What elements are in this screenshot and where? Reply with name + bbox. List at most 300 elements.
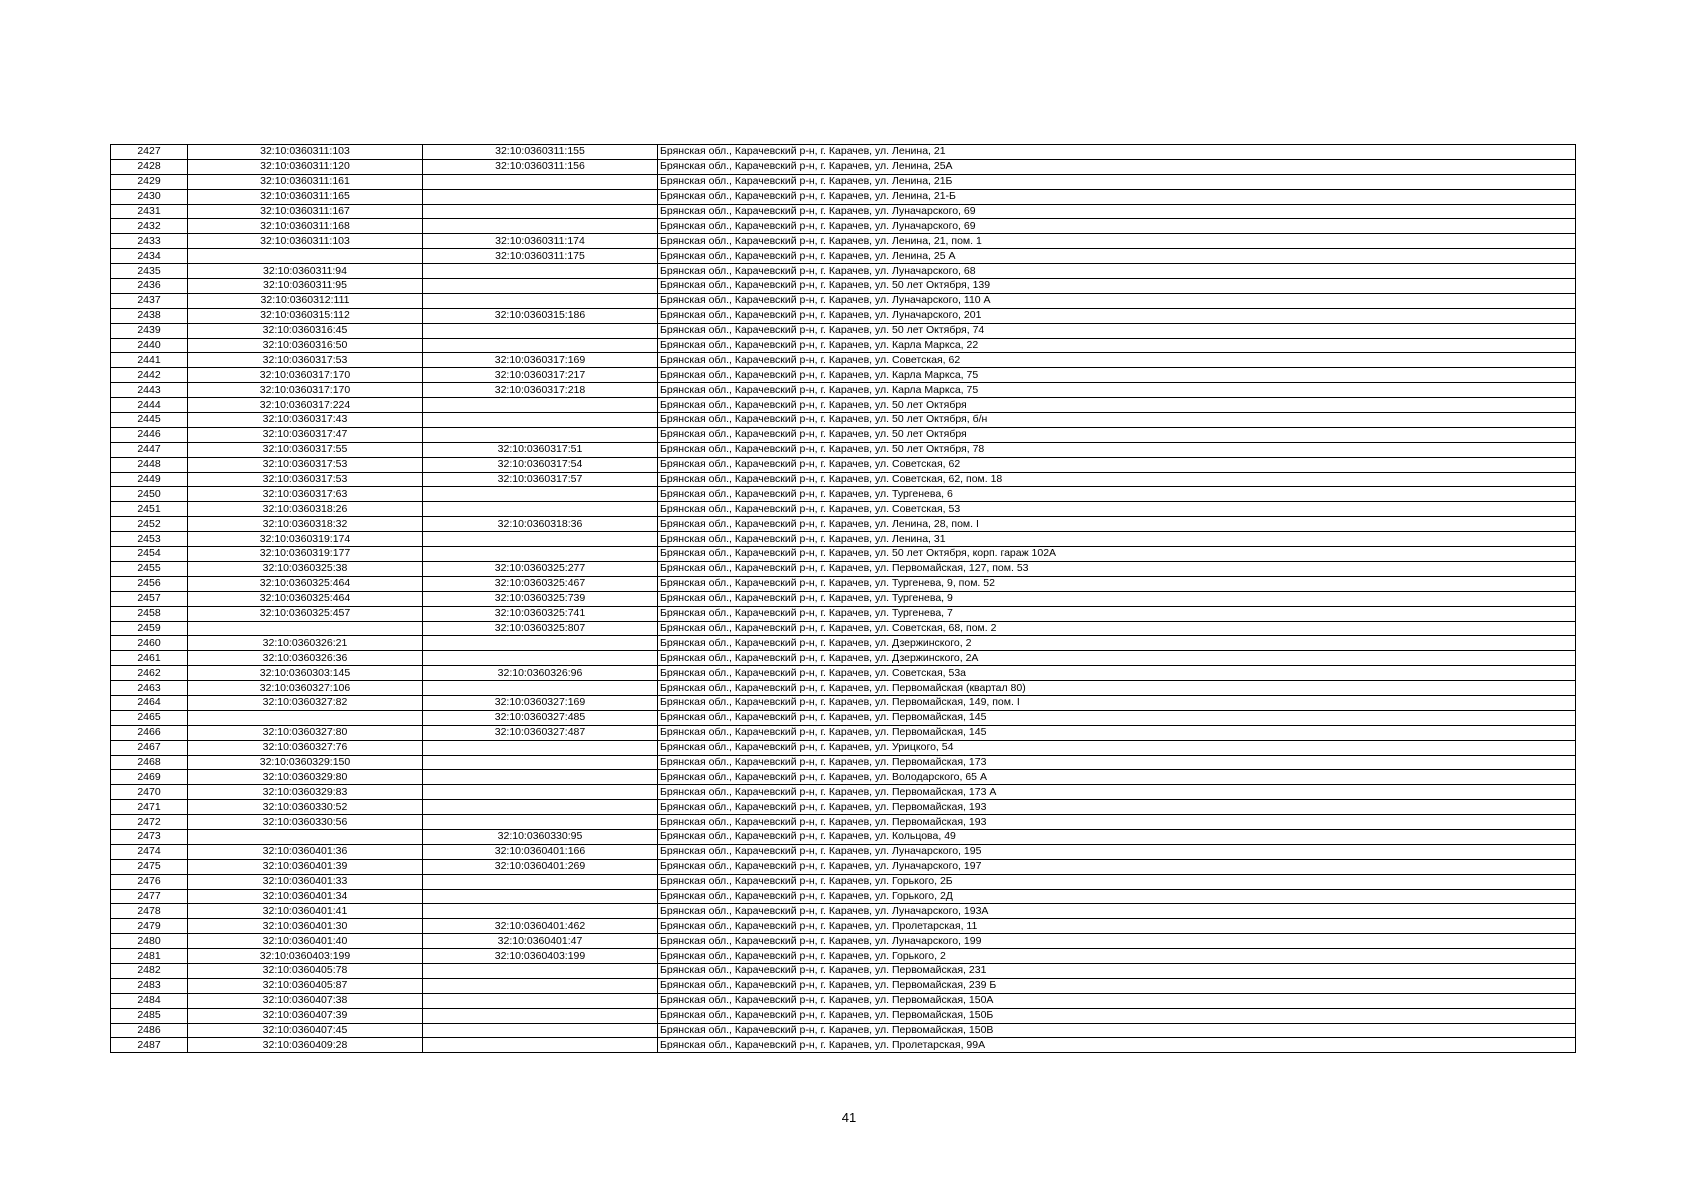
row-number-cell: 2474 [111, 844, 188, 859]
table-row [111, 517, 1576, 532]
related-cadastral-number-cell: 32:10:0360326:96 [423, 666, 658, 681]
cadastral-number-cell: 32:10:0360303:145 [188, 666, 423, 681]
cadastral-number-cell: 32:10:0360311:161 [188, 174, 423, 189]
cadastral-number-cell [188, 710, 423, 725]
address-cell: Брянская обл., Карачевский р-н, г. Карачев, ул. Первомайская, 231 [658, 963, 1576, 978]
related-cadastral-number-cell: 32:10:0360317:57 [423, 472, 658, 487]
related-cadastral-number-cell [423, 338, 658, 353]
related-cadastral-number-cell [423, 279, 658, 294]
related-cadastral-number-cell [423, 978, 658, 993]
address-cell: Брянская обл., Карачевский р-н, г. Карачев, ул. Карла Маркса, 75 [658, 368, 1576, 383]
table-row [111, 919, 1576, 934]
row-number-cell: 2460 [111, 636, 188, 651]
address-cell: Брянская обл., Карачевский р-н, г. Карачев, ул. Луначарского, 199 [658, 934, 1576, 949]
related-cadastral-number-cell [423, 547, 658, 562]
table-row [111, 710, 1576, 725]
cadastral-number-cell: 32:10:0360401:39 [188, 859, 423, 874]
cadastral-number-cell: 32:10:0360329:150 [188, 755, 423, 770]
row-number-cell: 2459 [111, 621, 188, 636]
cadastral-number-cell: 32:10:0360401:34 [188, 889, 423, 904]
related-cadastral-number-cell [423, 189, 658, 204]
cadastral-number-cell [188, 249, 423, 264]
related-cadastral-number-cell: 32:10:0360317:217 [423, 368, 658, 383]
cadastral-number-cell: 32:10:0360311:94 [188, 264, 423, 279]
related-cadastral-number-cell: 32:10:0360325:807 [423, 621, 658, 636]
address-cell: Брянская обл., Карачевский р-н, г. Карачев, ул. Луначарского, 193А [658, 904, 1576, 919]
table-row [111, 249, 1576, 264]
row-number-cell: 2471 [111, 800, 188, 815]
address-cell: Брянская обл., Карачевский р-н, г. Карачев, ул. Пролетарская, 99А [658, 1038, 1576, 1053]
table-row [111, 338, 1576, 353]
address-cell: Брянская обл., Карачевский р-н, г. Карачев, ул. Первомайская, 173 А [658, 785, 1576, 800]
related-cadastral-number-cell [423, 502, 658, 517]
row-number-cell: 2456 [111, 576, 188, 591]
related-cadastral-number-cell [423, 963, 658, 978]
related-cadastral-number-cell [423, 427, 658, 442]
table-row [111, 234, 1576, 249]
row-number-cell: 2431 [111, 204, 188, 219]
related-cadastral-number-cell [423, 815, 658, 830]
related-cadastral-number-cell: 32:10:0360325:741 [423, 606, 658, 621]
related-cadastral-number-cell [423, 651, 658, 666]
cadastral-number-cell: 32:10:0360317:47 [188, 427, 423, 442]
address-cell: Брянская обл., Карачевский р-н, г. Карачев, ул. 50 лет Октября [658, 398, 1576, 413]
row-number-cell: 2485 [111, 1008, 188, 1023]
related-cadastral-number-cell [423, 323, 658, 338]
related-cadastral-number-cell [423, 174, 658, 189]
cadastral-number-cell: 32:10:0360311:103 [188, 145, 423, 160]
table-row [111, 576, 1576, 591]
address-cell: Брянская обл., Карачевский р-н, г. Карачев, ул. Первомайская, 149, пом. I [658, 695, 1576, 710]
related-cadastral-number-cell [423, 993, 658, 1008]
table-row [111, 189, 1576, 204]
row-number-cell: 2479 [111, 919, 188, 934]
address-cell: Брянская обл., Карачевский р-н, г. Карачев, ул. Луначарского, 69 [658, 204, 1576, 219]
cadastral-number-cell: 32:10:0360311:120 [188, 159, 423, 174]
table-row [111, 398, 1576, 413]
table-row [111, 829, 1576, 844]
row-number-cell: 2476 [111, 874, 188, 889]
cadastral-number-cell: 32:10:0360330:56 [188, 815, 423, 830]
table-row [111, 859, 1576, 874]
address-cell: Брянская обл., Карачевский р-н, г. Карачев, ул. Ленина, 21 [658, 145, 1576, 160]
related-cadastral-number-cell: 32:10:0360325:467 [423, 576, 658, 591]
table-row [111, 308, 1576, 323]
address-cell: Брянская обл., Карачевский р-н, г. Карачев, ул. 50 лет Октября [658, 427, 1576, 442]
row-number-cell: 2448 [111, 457, 188, 472]
related-cadastral-number-cell [423, 413, 658, 428]
row-number-cell: 2444 [111, 398, 188, 413]
row-number-cell: 2470 [111, 785, 188, 800]
table-row [111, 293, 1576, 308]
cadastral-number-cell: 32:10:0360316:50 [188, 338, 423, 353]
table-row [111, 502, 1576, 517]
cadastral-number-cell: 32:10:0360407:45 [188, 1023, 423, 1038]
cadastral-number-cell: 32:10:0360311:168 [188, 219, 423, 234]
table-row [111, 487, 1576, 502]
address-cell: Брянская обл., Карачевский р-н, г. Карачев, ул. Ленина, 25 А [658, 249, 1576, 264]
address-cell: Брянская обл., Карачевский р-н, г. Карачев, ул. Горького, 2 [658, 949, 1576, 964]
address-cell: Брянская обл., Карачевский р-н, г. Карачев, ул. Первомайская, 173 [658, 755, 1576, 770]
related-cadastral-number-cell [423, 1008, 658, 1023]
table-row [111, 561, 1576, 576]
related-cadastral-number-cell: 32:10:0360330:95 [423, 829, 658, 844]
related-cadastral-number-cell [423, 874, 658, 889]
address-cell: Брянская обл., Карачевский р-н, г. Карачев, ул. Первомайская, 127, пом. 53 [658, 561, 1576, 576]
table-row [111, 323, 1576, 338]
cadastral-number-cell: 32:10:0360330:52 [188, 800, 423, 815]
cadastral-number-cell: 32:10:0360319:177 [188, 547, 423, 562]
table-row [111, 651, 1576, 666]
row-number-cell: 2461 [111, 651, 188, 666]
row-number-cell: 2454 [111, 547, 188, 562]
cadastral-number-cell: 32:10:0360312:111 [188, 293, 423, 308]
related-cadastral-number-cell: 32:10:0360403:199 [423, 949, 658, 964]
address-cell: Брянская обл., Карачевский р-н, г. Карачев, ул. Пролетарская, 11 [658, 919, 1576, 934]
address-cell: Брянская обл., Карачевский р-н, г. Карачев, ул. Ленина, 25А [658, 159, 1576, 174]
cadastral-number-cell: 32:10:0360325:464 [188, 576, 423, 591]
address-cell: Брянская обл., Карачевский р-н, г. Карачев, ул. Ленина, 21-Б [658, 189, 1576, 204]
row-number-cell: 2450 [111, 487, 188, 502]
cadastral-number-cell: 32:10:0360401:36 [188, 844, 423, 859]
related-cadastral-number-cell [423, 740, 658, 755]
row-number-cell: 2427 [111, 145, 188, 160]
cadastral-number-cell: 32:10:0360317:170 [188, 383, 423, 398]
address-cell: Брянская обл., Карачевский р-н, г. Карачев, ул. Луначарского, 197 [658, 859, 1576, 874]
table-row [111, 532, 1576, 547]
related-cadastral-number-cell [423, 204, 658, 219]
table-row [111, 353, 1576, 368]
address-cell: Брянская обл., Карачевский р-н, г. Карачев, ул. Советская, 62 [658, 353, 1576, 368]
address-cell: Брянская обл., Карачевский р-н, г. Карачев, ул. Луначарского, 201 [658, 308, 1576, 323]
address-cell: Брянская обл., Карачевский р-н, г. Карачев, ул. Первомайская, 150Б [658, 1008, 1576, 1023]
address-cell: Брянская обл., Карачевский р-н, г. Карачев, ул. Горького, 2Б [658, 874, 1576, 889]
related-cadastral-number-cell: 32:10:0360311:155 [423, 145, 658, 160]
address-cell: Брянская обл., Карачевский р-н, г. Карачев, ул. Советская, 68, пом. 2 [658, 621, 1576, 636]
address-cell: Брянская обл., Карачевский р-н, г. Карачев, ул. Первомайская, 145 [658, 725, 1576, 740]
table-row [111, 740, 1576, 755]
address-cell: Брянская обл., Карачевский р-н, г. Карачев, ул. Первомайская, 150А [658, 993, 1576, 1008]
cadastral-number-cell: 32:10:0360311:95 [188, 279, 423, 294]
related-cadastral-number-cell [423, 889, 658, 904]
table-row [111, 606, 1576, 621]
table-row [111, 1038, 1576, 1053]
cadastral-number-cell: 32:10:0360316:45 [188, 323, 423, 338]
address-cell: Брянская обл., Карачевский р-н, г. Карачев, ул. 50 лет Октября, 78 [658, 442, 1576, 457]
row-number-cell: 2434 [111, 249, 188, 264]
table-row [111, 725, 1576, 740]
row-number-cell: 2465 [111, 710, 188, 725]
table-row [111, 949, 1576, 964]
cadastral-number-cell: 32:10:0360317:53 [188, 472, 423, 487]
row-number-cell: 2445 [111, 413, 188, 428]
address-cell: Брянская обл., Карачевский р-н, г. Карачев, ул. Урицкого, 54 [658, 740, 1576, 755]
cadastral-number-cell: 32:10:0360403:199 [188, 949, 423, 964]
row-number-cell: 2486 [111, 1023, 188, 1038]
cadastral-number-cell: 32:10:0360326:21 [188, 636, 423, 651]
address-cell: Брянская обл., Карачевский р-н, г. Карачев, ул. Тургенева, 7 [658, 606, 1576, 621]
address-cell: Брянская обл., Карачевский р-н, г. Карачев, ул. Советская, 62 [658, 457, 1576, 472]
cadastral-number-cell: 32:10:0360325:464 [188, 591, 423, 606]
row-number-cell: 2428 [111, 159, 188, 174]
cadastral-number-cell: 32:10:0360405:78 [188, 963, 423, 978]
table-row [111, 963, 1576, 978]
table-row [111, 1023, 1576, 1038]
related-cadastral-number-cell: 32:10:0360318:36 [423, 517, 658, 532]
row-number-cell: 2487 [111, 1038, 188, 1053]
address-cell: Брянская обл., Карачевский р-н, г. Карачев, ул. Первомайская (квартал 80) [658, 681, 1576, 696]
table-row [111, 681, 1576, 696]
table-row [111, 145, 1576, 160]
address-cell: Брянская обл., Карачевский р-н, г. Карачев, ул. Советская, 53 [658, 502, 1576, 517]
related-cadastral-number-cell: 32:10:0360317:54 [423, 457, 658, 472]
address-cell: Брянская обл., Карачевский р-н, г. Карачев, ул. Тургенева, 9, пом. 52 [658, 576, 1576, 591]
table-row [111, 978, 1576, 993]
row-number-cell: 2436 [111, 279, 188, 294]
row-number-cell: 2430 [111, 189, 188, 204]
cadastral-number-cell: 32:10:0360317:224 [188, 398, 423, 413]
cadastral-number-cell: 32:10:0360319:174 [188, 532, 423, 547]
cadastral-number-cell: 32:10:0360317:63 [188, 487, 423, 502]
table-row [111, 219, 1576, 234]
table-row [111, 621, 1576, 636]
row-number-cell: 2440 [111, 338, 188, 353]
table-row [111, 1008, 1576, 1023]
address-cell: Брянская обл., Карачевский р-н, г. Карачев, ул. Карла Маркса, 75 [658, 383, 1576, 398]
table-row [111, 472, 1576, 487]
cadastral-number-cell: 32:10:0360317:53 [188, 353, 423, 368]
related-cadastral-number-cell [423, 1038, 658, 1053]
cadastral-number-cell: 32:10:0360317:55 [188, 442, 423, 457]
table-row [111, 457, 1576, 472]
related-cadastral-number-cell: 32:10:0360327:485 [423, 710, 658, 725]
table-row [111, 174, 1576, 189]
row-number-cell: 2438 [111, 308, 188, 323]
row-number-cell: 2433 [111, 234, 188, 249]
cadastral-number-cell [188, 829, 423, 844]
related-cadastral-number-cell [423, 219, 658, 234]
table-row [111, 755, 1576, 770]
row-number-cell: 2451 [111, 502, 188, 517]
cadastral-number-cell: 32:10:0360318:32 [188, 517, 423, 532]
table-row [111, 427, 1576, 442]
address-cell: Брянская обл., Карачевский р-н, г. Карачев, ул. Советская, 53а [658, 666, 1576, 681]
address-cell: Брянская обл., Карачевский р-н, г. Карачев, ул. Дзержинского, 2А [658, 651, 1576, 666]
row-number-cell: 2480 [111, 934, 188, 949]
row-number-cell: 2442 [111, 368, 188, 383]
row-number-cell: 2469 [111, 770, 188, 785]
table-row [111, 874, 1576, 889]
address-cell: Брянская обл., Карачевский р-н, г. Карачев, ул. Луначарского, 69 [658, 219, 1576, 234]
address-cell: Брянская обл., Карачевский р-н, г. Карачев, ул. Кольцова, 49 [658, 829, 1576, 844]
row-number-cell: 2452 [111, 517, 188, 532]
row-number-cell: 2464 [111, 695, 188, 710]
cadastral-number-cell: 32:10:0360329:80 [188, 770, 423, 785]
related-cadastral-number-cell: 32:10:0360317:218 [423, 383, 658, 398]
row-number-cell: 2457 [111, 591, 188, 606]
related-cadastral-number-cell [423, 800, 658, 815]
related-cadastral-number-cell: 32:10:0360325:739 [423, 591, 658, 606]
address-cell: Брянская обл., Карачевский р-н, г. Карачев, ул. 50 лет Октября, 139 [658, 279, 1576, 294]
table-row [111, 279, 1576, 294]
table-row [111, 785, 1576, 800]
address-cell: Брянская обл., Карачевский р-н, г. Карачев, ул. Луначарского, 195 [658, 844, 1576, 859]
related-cadastral-number-cell [423, 904, 658, 919]
address-cell: Брянская обл., Карачевский р-н, г. Карачев, ул. 50 лет Октября, 74 [658, 323, 1576, 338]
row-number-cell: 2468 [111, 755, 188, 770]
row-number-cell: 2472 [111, 815, 188, 830]
address-cell: Брянская обл., Карачевский р-н, г. Карачев, ул. Ленина, 21Б [658, 174, 1576, 189]
row-number-cell: 2435 [111, 264, 188, 279]
table-row [111, 636, 1576, 651]
cadastral-number-cell: 32:10:0360329:83 [188, 785, 423, 800]
registry-table [110, 144, 1576, 1053]
address-cell: Брянская обл., Карачевский р-н, г. Карачев, ул. Луначарского, 68 [658, 264, 1576, 279]
related-cadastral-number-cell: 32:10:0360327:169 [423, 695, 658, 710]
related-cadastral-number-cell [423, 636, 658, 651]
related-cadastral-number-cell: 32:10:0360401:166 [423, 844, 658, 859]
address-cell: Брянская обл., Карачевский р-н, г. Карачев, ул. 50 лет Октября, корп. гараж 102А [658, 547, 1576, 562]
related-cadastral-number-cell: 32:10:0360315:186 [423, 308, 658, 323]
registry-table-body [111, 145, 1576, 1053]
cadastral-number-cell: 32:10:0360317:43 [188, 413, 423, 428]
cadastral-number-cell: 32:10:0360407:38 [188, 993, 423, 1008]
cadastral-number-cell: 32:10:0360318:26 [188, 502, 423, 517]
row-number-cell: 2441 [111, 353, 188, 368]
address-cell: Брянская обл., Карачевский р-н, г. Карачев, ул. Первомайская, 193 [658, 800, 1576, 815]
cadastral-number-cell [188, 621, 423, 636]
address-cell: Брянская обл., Карачевский р-н, г. Карачев, ул. Луначарского, 110 А [658, 293, 1576, 308]
cadastral-number-cell: 32:10:0360401:41 [188, 904, 423, 919]
row-number-cell: 2429 [111, 174, 188, 189]
row-number-cell: 2467 [111, 740, 188, 755]
cadastral-number-cell: 32:10:0360327:80 [188, 725, 423, 740]
cadastral-number-cell: 32:10:0360407:39 [188, 1008, 423, 1023]
row-number-cell: 2463 [111, 681, 188, 696]
row-number-cell: 2484 [111, 993, 188, 1008]
row-number-cell: 2447 [111, 442, 188, 457]
row-number-cell: 2437 [111, 293, 188, 308]
related-cadastral-number-cell [423, 681, 658, 696]
cadastral-number-cell: 32:10:0360405:87 [188, 978, 423, 993]
cadastral-number-cell: 32:10:0360401:33 [188, 874, 423, 889]
row-number-cell: 2453 [111, 532, 188, 547]
address-cell: Брянская обл., Карачевский р-н, г. Карачев, ул. Карла Маркса, 22 [658, 338, 1576, 353]
address-cell: Брянская обл., Карачевский р-н, г. Карачев, ул. Дзержинского, 2 [658, 636, 1576, 651]
cadastral-number-cell: 32:10:0360326:36 [188, 651, 423, 666]
address-cell: Брянская обл., Карачевский р-н, г. Карачев, ул. Ленина, 28, пом. I [658, 517, 1576, 532]
cadastral-number-cell: 32:10:0360325:38 [188, 561, 423, 576]
cadastral-number-cell: 32:10:0360327:76 [188, 740, 423, 755]
row-number-cell: 2475 [111, 859, 188, 874]
cadastral-number-cell: 32:10:0360311:103 [188, 234, 423, 249]
related-cadastral-number-cell: 32:10:0360311:174 [423, 234, 658, 249]
table-row [111, 547, 1576, 562]
address-cell: Брянская обл., Карачевский р-н, г. Карачев, ул. Первомайская, 239 Б [658, 978, 1576, 993]
related-cadastral-number-cell [423, 487, 658, 502]
page-number: 41 [841, 1110, 857, 1125]
address-cell: Брянская обл., Карачевский р-н, г. Карачев, ул. Ленина, 31 [658, 532, 1576, 547]
table-row [111, 993, 1576, 1008]
related-cadastral-number-cell [423, 1023, 658, 1038]
table-row [111, 844, 1576, 859]
address-cell: Брянская обл., Карачевский р-н, г. Карачев, ул. Советская, 62, пом. 18 [658, 472, 1576, 487]
cadastral-number-cell: 32:10:0360327:106 [188, 681, 423, 696]
row-number-cell: 2462 [111, 666, 188, 681]
row-number-cell: 2477 [111, 889, 188, 904]
row-number-cell: 2455 [111, 561, 188, 576]
row-number-cell: 2481 [111, 949, 188, 964]
related-cadastral-number-cell [423, 398, 658, 413]
table-row [111, 815, 1576, 830]
table-row [111, 264, 1576, 279]
table-row [111, 591, 1576, 606]
related-cadastral-number-cell: 32:10:0360401:47 [423, 934, 658, 949]
address-cell: Брянская обл., Карачевский р-н, г. Карачев, ул. Тургенева, 9 [658, 591, 1576, 606]
cadastral-number-cell: 32:10:0360317:53 [188, 457, 423, 472]
cadastral-number-cell: 32:10:0360327:82 [188, 695, 423, 710]
table-row [111, 889, 1576, 904]
row-number-cell: 2439 [111, 323, 188, 338]
address-cell: Брянская обл., Карачевский р-н, г. Карачев, ул. Горького, 2Д [658, 889, 1576, 904]
related-cadastral-number-cell: 32:10:0360401:462 [423, 919, 658, 934]
cadastral-number-cell: 32:10:0360311:165 [188, 189, 423, 204]
row-number-cell: 2478 [111, 904, 188, 919]
table-row [111, 770, 1576, 785]
related-cadastral-number-cell: 32:10:0360311:156 [423, 159, 658, 174]
address-cell: Брянская обл., Карачевский р-н, г. Карачев, ул. Первомайская, 150В [658, 1023, 1576, 1038]
row-number-cell: 2449 [111, 472, 188, 487]
table-row [111, 666, 1576, 681]
related-cadastral-number-cell: 32:10:0360317:51 [423, 442, 658, 457]
table-row [111, 204, 1576, 219]
table-row [111, 442, 1576, 457]
related-cadastral-number-cell [423, 755, 658, 770]
row-number-cell: 2443 [111, 383, 188, 398]
table-row [111, 368, 1576, 383]
table-row [111, 159, 1576, 174]
address-cell: Брянская обл., Карачевский р-н, г. Карачев, ул. Володарского, 65 А [658, 770, 1576, 785]
related-cadastral-number-cell [423, 293, 658, 308]
related-cadastral-number-cell [423, 532, 658, 547]
cadastral-number-cell: 32:10:0360409:28 [188, 1038, 423, 1053]
related-cadastral-number-cell [423, 770, 658, 785]
table-row [111, 383, 1576, 398]
cadastral-number-cell: 32:10:0360317:170 [188, 368, 423, 383]
related-cadastral-number-cell [423, 264, 658, 279]
table-row [111, 800, 1576, 815]
address-cell: Брянская обл., Карачевский р-н, г. Карачев, ул. Тургенева, 6 [658, 487, 1576, 502]
related-cadastral-number-cell: 32:10:0360325:277 [423, 561, 658, 576]
cadastral-number-cell: 32:10:0360325:457 [188, 606, 423, 621]
row-number-cell: 2483 [111, 978, 188, 993]
address-cell: Брянская обл., Карачевский р-н, г. Карачев, ул. Первомайская, 193 [658, 815, 1576, 830]
cadastral-number-cell: 32:10:0360401:40 [188, 934, 423, 949]
related-cadastral-number-cell: 32:10:0360317:169 [423, 353, 658, 368]
table-row [111, 934, 1576, 949]
row-number-cell: 2432 [111, 219, 188, 234]
row-number-cell: 2473 [111, 829, 188, 844]
address-cell: Брянская обл., Карачевский р-н, г. Карачев, ул. Ленина, 21, пом. 1 [658, 234, 1576, 249]
related-cadastral-number-cell [423, 785, 658, 800]
related-cadastral-number-cell: 32:10:0360311:175 [423, 249, 658, 264]
table-row [111, 413, 1576, 428]
related-cadastral-number-cell: 32:10:0360327:487 [423, 725, 658, 740]
row-number-cell: 2458 [111, 606, 188, 621]
row-number-cell: 2466 [111, 725, 188, 740]
cadastral-number-cell: 32:10:0360311:167 [188, 204, 423, 219]
address-cell: Брянская обл., Карачевский р-н, г. Карачев, ул. 50 лет Октября, б/н [658, 413, 1576, 428]
